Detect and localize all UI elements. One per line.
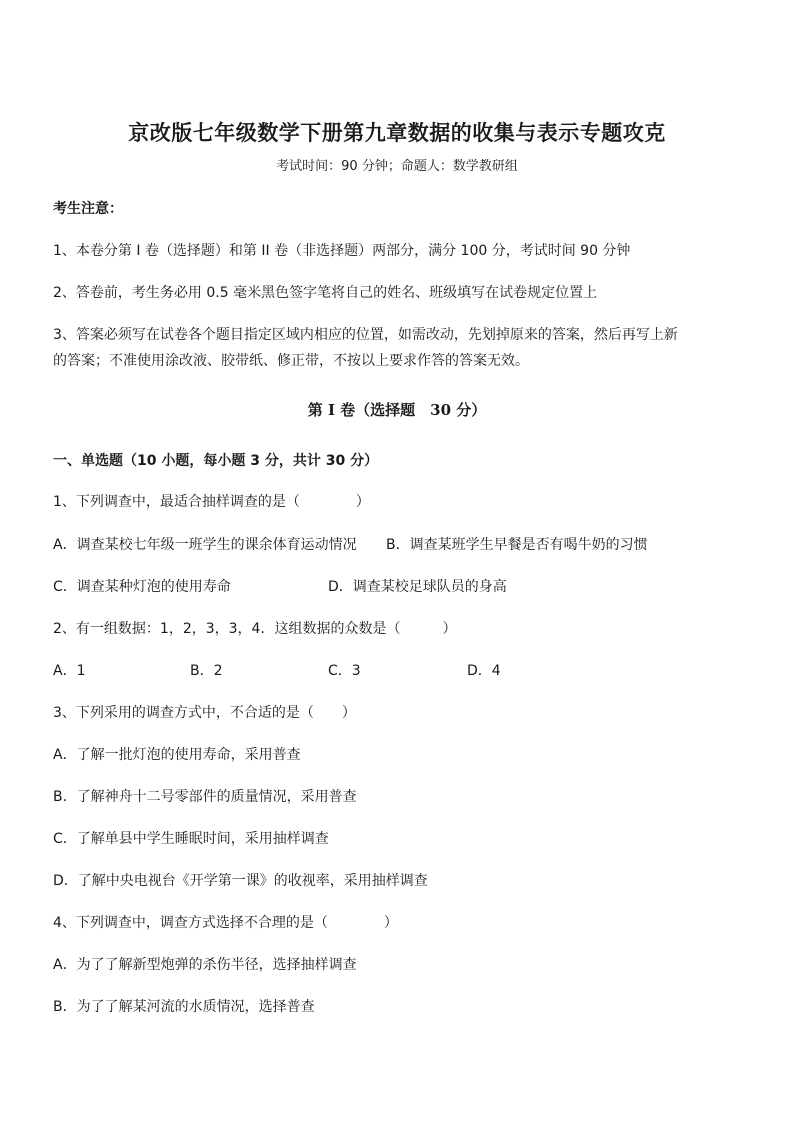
question-1-option-b: B．调查某班学生早餐是否有喝牛奶的习惯	[386, 537, 648, 553]
question-4-option-b: B．为了了解某河流的水质情况，选择普查	[53, 999, 315, 1015]
notice-item-3: 3、答案必须写在试卷各个题目指定区域内相应的位置，如需改动，先划掉原来的答案，然后再写上新	[53, 327, 678, 343]
notice-heading: 考生注意：	[53, 201, 123, 217]
question-1-option-a: A．调查某校七年级一班学生的课余体育运动情况	[53, 537, 357, 553]
question-4-option-a: A．为了了解新型炮弹的杀伤半径，选择抽样调查	[53, 957, 357, 973]
question-1-option-d: D．调查某校足球队员的身高	[328, 579, 507, 595]
question-3-option-b: B．了解神舟十二号零部件的质量情况，采用普查	[53, 789, 357, 805]
question-1-stem: 1、下列调查中，最适合抽样调查的是（ ）	[53, 494, 370, 510]
question-2-option-c: C．3	[328, 663, 361, 679]
question-4-stem: 4、下列调查中，调查方式选择不合理的是（ ）	[53, 915, 398, 931]
notice-item-3-cont: 的答案；不准使用涂改液、胶带纸、修正带，不按以上要求作答的答案无效。	[53, 353, 529, 369]
question-3-stem: 3、下列采用的调查方式中，不合适的是（ ）	[53, 705, 356, 721]
question-2-option-b: B．2	[190, 663, 223, 679]
notice-item-1: 1、本卷分第 I 卷（选择题）和第 II 卷（非选择题）两部分，满分 100 分，考试时间 90 分钟	[53, 243, 631, 259]
question-2-stem: 2、有一组数据：1，2，3，3，4．这组数据的众数是（ ）	[53, 621, 457, 637]
section-title: 第 I 卷（选择题 30 分）	[307, 401, 487, 419]
notice-item-2: 2、答卷前，考生务必用 0.5 毫米黑色签字笔将自己的姓名、班级填写在试卷规定位置上	[53, 285, 598, 301]
exam-info: 考试时间：90 分钟；命题人：数学教研组	[276, 159, 518, 174]
part-heading: 一、单选题（10 小题，每小题 3 分，共计 30 分）	[53, 453, 379, 469]
page-title: 京改版七年级数学下册第九章数据的收集与表示专题攻克	[128, 120, 666, 145]
question-1-option-c: C．调查某种灯泡的使用寿命	[53, 579, 231, 595]
question-2-option-d: D．4	[467, 663, 501, 679]
question-3-option-a: A．了解一批灯泡的使用寿命，采用普查	[53, 747, 301, 763]
question-3-option-d: D．了解中央电视台《开学第一课》的收视率，采用抽样调查	[53, 873, 428, 889]
question-2-option-a: A．1	[53, 663, 86, 679]
question-3-option-c: C．了解单县中学生睡眠时间，采用抽样调查	[53, 831, 329, 847]
